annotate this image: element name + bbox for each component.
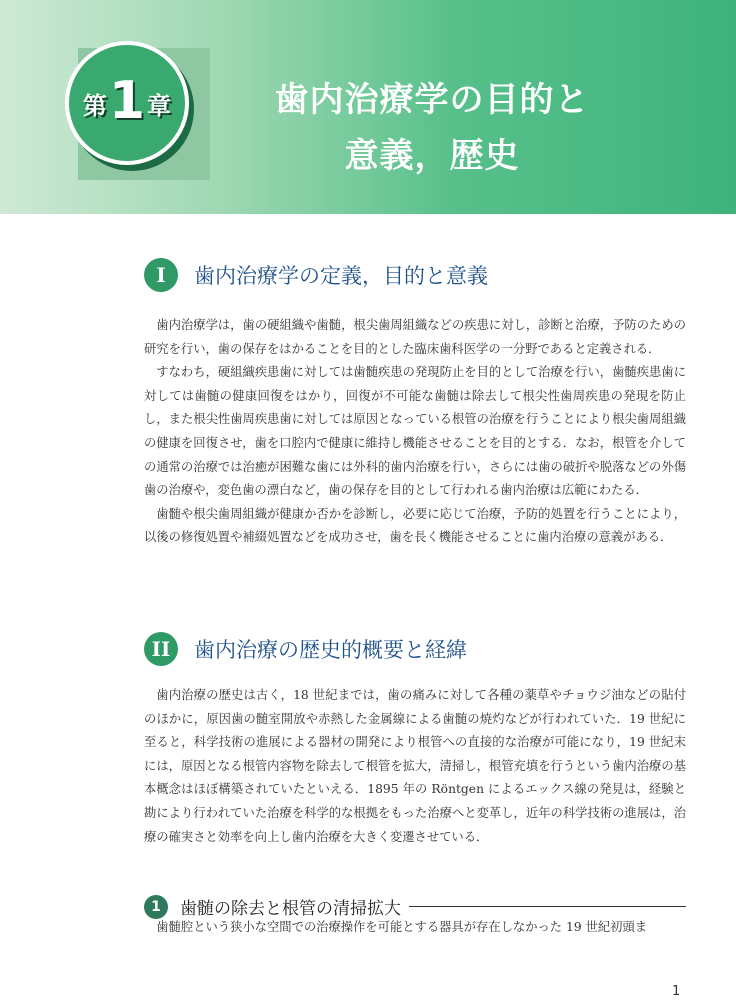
chapter-number: 1	[108, 71, 146, 131]
subsection-rule	[409, 906, 686, 907]
section-1-number: I	[144, 258, 178, 292]
subsection-body	[144, 916, 686, 940]
subsection-number: 1	[144, 895, 168, 919]
chapter-prefix: 第	[82, 91, 107, 120]
chapter-badge	[65, 41, 189, 165]
paragraph: 歯髄や根尖歯周組織が健康か否かを診断し，必要に応じて治療，予防的処置を行うことにより，以後の修復処置や補綴処置などを成功させ，歯を長く機能させることに歯内治療の意義がある．	[144, 506, 686, 545]
section-2-number: II	[144, 632, 178, 666]
subsection-title: 歯髄の除去と根管の清掃拡大	[180, 899, 401, 919]
chapter-title	[222, 72, 642, 184]
section-2-heading	[144, 632, 467, 666]
chapter-title-line2: 意義，歴史	[344, 136, 520, 176]
paragraph: すなわち，硬組織疾患歯に対しては歯髄疾患の発現防止を目的として治療を行い，歯髄疾患歯に対しては歯髄の健康回復をはかり，回復が不可能な歯髄は除去して根尖性歯周疾患の発現を防止し，また根尖性歯周疾患歯に対しては原因となっている根管の治療を行うことにより根尖歯周組織の健康を回復させ，歯を口腔内で健康に維持し機能させることを目的とする．なお，根管を介しての通常の治療では治癒が困難な歯には外科的歯内治療を行い，さらには歯の破折や脱落などの外傷歯の治療や，変色歯の漂白など，歯の保存を目的として行われる歯内治療は広範にわたる．	[144, 365, 686, 498]
section-2-body	[144, 684, 686, 849]
section-1-title: 歯内治療学の定義，目的と意義	[194, 264, 488, 288]
paragraph: 歯内治療学は，歯の硬組織や歯髄，根尖歯周組織などの疾患に対し，診断と治療，予防のための研究を行い，歯の保存をはかることを目的とした臨床歯科医学の一分野であると定義される．	[144, 318, 686, 356]
paragraph: 歯髄腔という狭小な空間での治療操作を可能とする器具が存在しなかった 19 世紀初頭ま	[156, 920, 648, 934]
section-1-body	[144, 314, 686, 550]
chapter-suffix: 章	[147, 91, 172, 120]
chapter-title-line1: 歯内治療学の目的と	[274, 80, 590, 120]
section-1-heading	[144, 258, 488, 292]
paragraph: 歯内治療の歴史は古く，18 世紀までは，歯の痛みに対して各種の薬草やチョウジ油などの貼付のほかに，原因歯の髄室開放や赤熱した金属線による歯髄の焼灼などが行われていた．19 世紀に至ると，科学技術の進展による器材の開発により根管への直接的な治療が可能になり，19 世紀末には，原因となる根管内容物を除去して根管を拡大，清掃し，根管充填を行うという歯内治療の基本概念はほぼ構築されていたといえる．1895 年の Röntgen によるエックス線の発見は，経験と勘により行われていた治療を科学的な根拠をもった治療へと変革し，近年の科学技術の進展は，治療の確実さと効率を向上し歯内治療を大きく変遷させている．	[144, 688, 686, 844]
page-number: 1	[672, 984, 681, 999]
chapter-header-band	[0, 0, 736, 214]
section-2-title: 歯内治療の歴史的概要と経緯	[194, 638, 467, 662]
